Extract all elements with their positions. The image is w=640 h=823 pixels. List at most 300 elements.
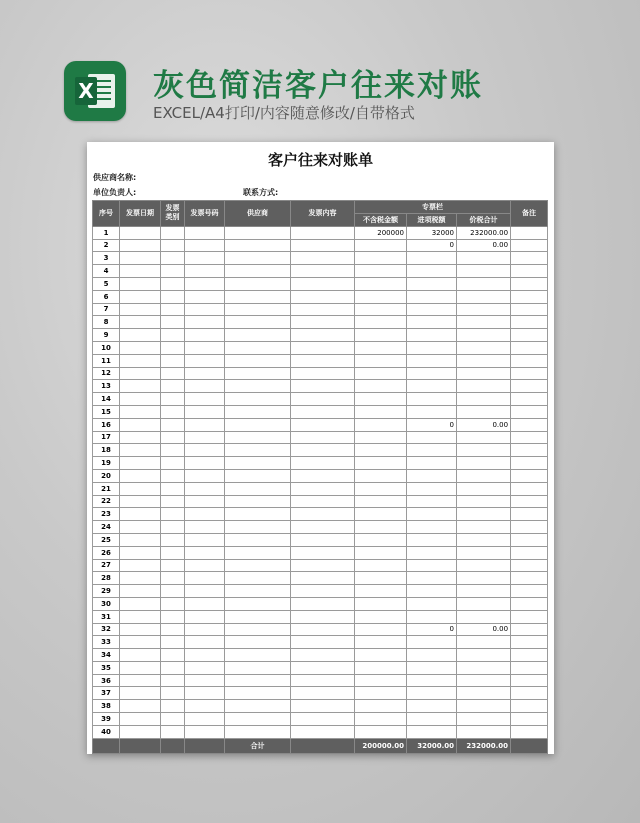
invoice-content-cell[interactable]	[291, 431, 355, 444]
invoice-content-cell[interactable]	[291, 482, 355, 495]
invoice-no-cell[interactable]	[185, 329, 225, 342]
supplier-cell[interactable]	[225, 380, 291, 393]
invoice-content-cell[interactable]	[291, 636, 355, 649]
row-seq-cell[interactable]: 10	[93, 341, 120, 354]
supplier-cell[interactable]	[225, 636, 291, 649]
invoice-no-cell[interactable]	[185, 482, 225, 495]
row-seq-cell[interactable]: 29	[93, 585, 120, 598]
invoice-date-cell[interactable]	[120, 252, 161, 265]
input-tax-cell[interactable]	[407, 725, 457, 738]
row-seq-cell[interactable]: 7	[93, 303, 120, 316]
input-tax-cell[interactable]	[407, 674, 457, 687]
invoice-type-cell[interactable]	[161, 649, 185, 662]
invoice-date-cell[interactable]	[120, 418, 161, 431]
invoice-no-cell[interactable]	[185, 649, 225, 662]
total-with-tax-cell[interactable]	[457, 546, 511, 559]
invoice-no-cell[interactable]	[185, 572, 225, 585]
input-tax-cell[interactable]	[407, 393, 457, 406]
invoice-content-cell[interactable]	[291, 457, 355, 470]
total-with-tax-cell[interactable]: 0.00	[457, 239, 511, 252]
invoice-type-cell[interactable]	[161, 610, 185, 623]
remarks-cell[interactable]	[511, 252, 548, 265]
row-seq-cell[interactable]: 40	[93, 725, 120, 738]
amount-ex-tax-cell[interactable]	[355, 713, 407, 726]
invoice-type-cell[interactable]	[161, 585, 185, 598]
invoice-content-cell[interactable]	[291, 649, 355, 662]
row-seq-cell[interactable]: 15	[93, 405, 120, 418]
invoice-no-cell[interactable]	[185, 533, 225, 546]
input-tax-cell[interactable]: 0	[407, 418, 457, 431]
total-with-tax-cell[interactable]	[457, 393, 511, 406]
invoice-date-cell[interactable]	[120, 239, 161, 252]
row-seq-cell[interactable]: 31	[93, 610, 120, 623]
remarks-cell[interactable]	[511, 521, 548, 534]
invoice-type-cell[interactable]	[161, 431, 185, 444]
supplier-cell[interactable]	[225, 521, 291, 534]
supplier-cell[interactable]	[225, 572, 291, 585]
total-with-tax-cell[interactable]	[457, 700, 511, 713]
input-tax-cell[interactable]	[407, 687, 457, 700]
input-tax-cell[interactable]: 0	[407, 623, 457, 636]
amount-ex-tax-cell[interactable]	[355, 380, 407, 393]
amount-ex-tax-cell[interactable]	[355, 354, 407, 367]
remarks-cell[interactable]	[511, 277, 548, 290]
total-with-tax-cell[interactable]	[457, 521, 511, 534]
supplier-cell[interactable]	[225, 252, 291, 265]
amount-ex-tax-cell[interactable]	[355, 559, 407, 572]
invoice-date-cell[interactable]	[120, 303, 161, 316]
input-tax-cell[interactable]	[407, 252, 457, 265]
supplier-cell[interactable]	[225, 316, 291, 329]
invoice-date-cell[interactable]	[120, 354, 161, 367]
invoice-date-cell[interactable]	[120, 661, 161, 674]
invoice-content-cell[interactable]	[291, 226, 355, 239]
input-tax-cell[interactable]	[407, 303, 457, 316]
invoice-no-cell[interactable]	[185, 725, 225, 738]
row-seq-cell[interactable]: 5	[93, 277, 120, 290]
invoice-date-cell[interactable]	[120, 380, 161, 393]
remarks-cell[interactable]	[511, 290, 548, 303]
total-with-tax-cell[interactable]	[457, 457, 511, 470]
row-seq-cell[interactable]: 30	[93, 597, 120, 610]
input-tax-cell[interactable]	[407, 597, 457, 610]
total-with-tax-cell[interactable]: 0.00	[457, 418, 511, 431]
total-with-tax-cell[interactable]	[457, 713, 511, 726]
row-seq-cell[interactable]: 25	[93, 533, 120, 546]
remarks-cell[interactable]	[511, 303, 548, 316]
invoice-no-cell[interactable]	[185, 380, 225, 393]
row-seq-cell[interactable]: 12	[93, 367, 120, 380]
invoice-no-cell[interactable]	[185, 674, 225, 687]
input-tax-cell[interactable]	[407, 290, 457, 303]
supplier-cell[interactable]	[225, 393, 291, 406]
row-seq-cell[interactable]: 34	[93, 649, 120, 662]
invoice-content-cell[interactable]	[291, 418, 355, 431]
remarks-cell[interactable]	[511, 265, 548, 278]
invoice-content-cell[interactable]	[291, 713, 355, 726]
remarks-cell[interactable]	[511, 354, 548, 367]
invoice-date-cell[interactable]	[120, 572, 161, 585]
input-tax-cell[interactable]	[407, 610, 457, 623]
supplier-cell[interactable]	[225, 700, 291, 713]
invoice-content-cell[interactable]	[291, 610, 355, 623]
row-seq-cell[interactable]: 26	[93, 546, 120, 559]
supplier-cell[interactable]	[225, 341, 291, 354]
amount-ex-tax-cell[interactable]	[355, 482, 407, 495]
remarks-cell[interactable]	[511, 495, 548, 508]
row-seq-cell[interactable]: 20	[93, 469, 120, 482]
invoice-date-cell[interactable]	[120, 341, 161, 354]
invoice-no-cell[interactable]	[185, 457, 225, 470]
row-seq-cell[interactable]: 32	[93, 623, 120, 636]
supplier-cell[interactable]	[225, 482, 291, 495]
invoice-date-cell[interactable]	[120, 469, 161, 482]
input-tax-cell[interactable]: 0	[407, 239, 457, 252]
row-seq-cell[interactable]: 9	[93, 329, 120, 342]
invoice-type-cell[interactable]	[161, 393, 185, 406]
invoice-no-cell[interactable]	[185, 585, 225, 598]
input-tax-cell[interactable]	[407, 546, 457, 559]
amount-ex-tax-cell[interactable]	[355, 572, 407, 585]
invoice-content-cell[interactable]	[291, 277, 355, 290]
invoice-content-cell[interactable]	[291, 316, 355, 329]
invoice-date-cell[interactable]	[120, 687, 161, 700]
row-seq-cell[interactable]: 18	[93, 444, 120, 457]
invoice-date-cell[interactable]	[120, 290, 161, 303]
row-seq-cell[interactable]: 38	[93, 700, 120, 713]
total-with-tax-cell[interactable]	[457, 405, 511, 418]
invoice-date-cell[interactable]	[120, 610, 161, 623]
amount-ex-tax-cell[interactable]	[355, 546, 407, 559]
amount-ex-tax-cell[interactable]	[355, 700, 407, 713]
remarks-cell[interactable]	[511, 636, 548, 649]
invoice-no-cell[interactable]	[185, 367, 225, 380]
supplier-cell[interactable]	[225, 239, 291, 252]
supplier-cell[interactable]	[225, 674, 291, 687]
supplier-cell[interactable]	[225, 713, 291, 726]
invoice-no-cell[interactable]	[185, 226, 225, 239]
row-seq-cell[interactable]: 6	[93, 290, 120, 303]
supplier-cell[interactable]	[225, 546, 291, 559]
row-seq-cell[interactable]: 33	[93, 636, 120, 649]
invoice-content-cell[interactable]	[291, 239, 355, 252]
supplier-cell[interactable]	[225, 725, 291, 738]
input-tax-cell[interactable]	[407, 444, 457, 457]
supplier-cell[interactable]	[225, 559, 291, 572]
row-seq-cell[interactable]: 2	[93, 239, 120, 252]
input-tax-cell[interactable]	[407, 533, 457, 546]
input-tax-cell[interactable]	[407, 521, 457, 534]
supplier-cell[interactable]	[225, 533, 291, 546]
invoice-no-cell[interactable]	[185, 303, 225, 316]
supplier-cell[interactable]	[225, 444, 291, 457]
invoice-content-cell[interactable]	[291, 725, 355, 738]
invoice-no-cell[interactable]	[185, 521, 225, 534]
total-with-tax-cell[interactable]	[457, 341, 511, 354]
supplier-cell[interactable]	[225, 469, 291, 482]
invoice-type-cell[interactable]	[161, 508, 185, 521]
total-with-tax-cell[interactable]	[457, 610, 511, 623]
invoice-content-cell[interactable]	[291, 508, 355, 521]
remarks-cell[interactable]	[511, 239, 548, 252]
invoice-date-cell[interactable]	[120, 585, 161, 598]
amount-ex-tax-cell[interactable]	[355, 367, 407, 380]
amount-ex-tax-cell[interactable]	[355, 585, 407, 598]
amount-ex-tax-cell[interactable]	[355, 431, 407, 444]
amount-ex-tax-cell[interactable]	[355, 418, 407, 431]
supplier-cell[interactable]	[225, 303, 291, 316]
invoice-no-cell[interactable]	[185, 341, 225, 354]
remarks-cell[interactable]	[511, 418, 548, 431]
total-with-tax-cell[interactable]	[457, 380, 511, 393]
total-with-tax-cell[interactable]	[457, 687, 511, 700]
remarks-cell[interactable]	[511, 533, 548, 546]
invoice-type-cell[interactable]	[161, 444, 185, 457]
invoice-date-cell[interactable]	[120, 431, 161, 444]
total-with-tax-cell[interactable]: 0.00	[457, 623, 511, 636]
remarks-cell[interactable]	[511, 341, 548, 354]
invoice-date-cell[interactable]	[120, 265, 161, 278]
supplier-cell[interactable]	[225, 329, 291, 342]
row-seq-cell[interactable]: 28	[93, 572, 120, 585]
supplier-cell[interactable]	[225, 405, 291, 418]
invoice-type-cell[interactable]	[161, 521, 185, 534]
remarks-cell[interactable]	[511, 508, 548, 521]
invoice-content-cell[interactable]	[291, 380, 355, 393]
amount-ex-tax-cell[interactable]	[355, 341, 407, 354]
remarks-cell[interactable]	[511, 700, 548, 713]
amount-ex-tax-cell[interactable]	[355, 674, 407, 687]
amount-ex-tax-cell[interactable]	[355, 265, 407, 278]
invoice-no-cell[interactable]	[185, 661, 225, 674]
invoice-no-cell[interactable]	[185, 700, 225, 713]
amount-ex-tax-cell[interactable]	[355, 444, 407, 457]
remarks-cell[interactable]	[511, 469, 548, 482]
total-with-tax-cell[interactable]	[457, 533, 511, 546]
invoice-content-cell[interactable]	[291, 674, 355, 687]
remarks-cell[interactable]	[511, 623, 548, 636]
invoice-no-cell[interactable]	[185, 265, 225, 278]
row-seq-cell[interactable]: 1	[93, 226, 120, 239]
row-seq-cell[interactable]: 8	[93, 316, 120, 329]
invoice-no-cell[interactable]	[185, 316, 225, 329]
row-seq-cell[interactable]: 4	[93, 265, 120, 278]
invoice-date-cell[interactable]	[120, 277, 161, 290]
invoice-type-cell[interactable]	[161, 277, 185, 290]
amount-ex-tax-cell[interactable]	[355, 661, 407, 674]
row-seq-cell[interactable]: 13	[93, 380, 120, 393]
input-tax-cell[interactable]	[407, 265, 457, 278]
amount-ex-tax-cell[interactable]	[355, 649, 407, 662]
total-with-tax-cell[interactable]	[457, 725, 511, 738]
invoice-content-cell[interactable]	[291, 623, 355, 636]
invoice-date-cell[interactable]	[120, 674, 161, 687]
amount-ex-tax-cell[interactable]	[355, 687, 407, 700]
invoice-no-cell[interactable]	[185, 546, 225, 559]
input-tax-cell[interactable]: 32000	[407, 226, 457, 239]
invoice-content-cell[interactable]	[291, 572, 355, 585]
input-tax-cell[interactable]	[407, 316, 457, 329]
amount-ex-tax-cell[interactable]	[355, 508, 407, 521]
invoice-content-cell[interactable]	[291, 290, 355, 303]
input-tax-cell[interactable]	[407, 700, 457, 713]
invoice-date-cell[interactable]	[120, 623, 161, 636]
remarks-cell[interactable]	[511, 329, 548, 342]
total-with-tax-cell[interactable]	[457, 444, 511, 457]
supplier-cell[interactable]	[225, 418, 291, 431]
invoice-no-cell[interactable]	[185, 713, 225, 726]
remarks-cell[interactable]	[511, 457, 548, 470]
input-tax-cell[interactable]	[407, 585, 457, 598]
supplier-cell[interactable]	[225, 661, 291, 674]
row-seq-cell[interactable]: 23	[93, 508, 120, 521]
supplier-cell[interactable]	[225, 367, 291, 380]
supplier-cell[interactable]	[225, 277, 291, 290]
invoice-content-cell[interactable]	[291, 354, 355, 367]
total-with-tax-cell[interactable]	[457, 303, 511, 316]
row-seq-cell[interactable]: 24	[93, 521, 120, 534]
invoice-type-cell[interactable]	[161, 380, 185, 393]
invoice-content-cell[interactable]	[291, 661, 355, 674]
amount-ex-tax-cell[interactable]	[355, 533, 407, 546]
invoice-date-cell[interactable]	[120, 367, 161, 380]
total-with-tax-cell[interactable]	[457, 367, 511, 380]
remarks-cell[interactable]	[511, 585, 548, 598]
remarks-cell[interactable]	[511, 649, 548, 662]
remarks-cell[interactable]	[511, 597, 548, 610]
supplier-cell[interactable]	[225, 226, 291, 239]
invoice-content-cell[interactable]	[291, 393, 355, 406]
input-tax-cell[interactable]	[407, 469, 457, 482]
input-tax-cell[interactable]	[407, 367, 457, 380]
total-with-tax-cell[interactable]	[457, 585, 511, 598]
amount-ex-tax-cell[interactable]	[355, 597, 407, 610]
total-with-tax-cell[interactable]	[457, 290, 511, 303]
amount-ex-tax-cell[interactable]	[355, 405, 407, 418]
remarks-cell[interactable]	[511, 316, 548, 329]
invoice-content-cell[interactable]	[291, 252, 355, 265]
invoice-no-cell[interactable]	[185, 252, 225, 265]
total-with-tax-cell[interactable]	[457, 649, 511, 662]
input-tax-cell[interactable]	[407, 482, 457, 495]
row-seq-cell[interactable]: 27	[93, 559, 120, 572]
remarks-cell[interactable]	[511, 572, 548, 585]
supplier-cell[interactable]	[225, 687, 291, 700]
remarks-cell[interactable]	[511, 367, 548, 380]
supplier-cell[interactable]	[225, 649, 291, 662]
remarks-cell[interactable]	[511, 559, 548, 572]
total-with-tax-cell[interactable]	[457, 495, 511, 508]
invoice-type-cell[interactable]	[161, 329, 185, 342]
invoice-date-cell[interactable]	[120, 700, 161, 713]
total-with-tax-cell[interactable]	[457, 482, 511, 495]
input-tax-cell[interactable]	[407, 649, 457, 662]
total-with-tax-cell[interactable]	[457, 559, 511, 572]
invoice-no-cell[interactable]	[185, 431, 225, 444]
row-seq-cell[interactable]: 3	[93, 252, 120, 265]
input-tax-cell[interactable]	[407, 341, 457, 354]
invoice-content-cell[interactable]	[291, 521, 355, 534]
supplier-cell[interactable]	[225, 265, 291, 278]
amount-ex-tax-cell[interactable]	[355, 521, 407, 534]
amount-ex-tax-cell[interactable]	[355, 329, 407, 342]
total-with-tax-cell[interactable]: 232000.00	[457, 226, 511, 239]
invoice-no-cell[interactable]	[185, 393, 225, 406]
total-with-tax-cell[interactable]	[457, 572, 511, 585]
row-seq-cell[interactable]: 14	[93, 393, 120, 406]
amount-ex-tax-cell[interactable]	[355, 303, 407, 316]
invoice-no-cell[interactable]	[185, 290, 225, 303]
input-tax-cell[interactable]	[407, 713, 457, 726]
remarks-cell[interactable]	[511, 405, 548, 418]
invoice-no-cell[interactable]	[185, 623, 225, 636]
amount-ex-tax-cell[interactable]	[355, 239, 407, 252]
remarks-cell[interactable]	[511, 687, 548, 700]
input-tax-cell[interactable]	[407, 495, 457, 508]
supplier-cell[interactable]	[225, 354, 291, 367]
total-with-tax-cell[interactable]	[457, 508, 511, 521]
invoice-type-cell[interactable]	[161, 687, 185, 700]
invoice-no-cell[interactable]	[185, 636, 225, 649]
invoice-type-cell[interactable]	[161, 725, 185, 738]
total-with-tax-cell[interactable]	[457, 469, 511, 482]
invoice-type-cell[interactable]	[161, 226, 185, 239]
invoice-date-cell[interactable]	[120, 725, 161, 738]
supplier-cell[interactable]	[225, 457, 291, 470]
invoice-type-cell[interactable]	[161, 457, 185, 470]
input-tax-cell[interactable]	[407, 431, 457, 444]
amount-ex-tax-cell[interactable]: 200000	[355, 226, 407, 239]
amount-ex-tax-cell[interactable]	[355, 495, 407, 508]
invoice-content-cell[interactable]	[291, 444, 355, 457]
total-with-tax-cell[interactable]	[457, 316, 511, 329]
invoice-date-cell[interactable]	[120, 559, 161, 572]
invoice-content-cell[interactable]	[291, 533, 355, 546]
invoice-date-cell[interactable]	[120, 713, 161, 726]
supplier-cell[interactable]	[225, 585, 291, 598]
invoice-type-cell[interactable]	[161, 533, 185, 546]
invoice-type-cell[interactable]	[161, 290, 185, 303]
input-tax-cell[interactable]	[407, 354, 457, 367]
invoice-type-cell[interactable]	[161, 713, 185, 726]
invoice-date-cell[interactable]	[120, 508, 161, 521]
supplier-cell[interactable]	[225, 508, 291, 521]
input-tax-cell[interactable]	[407, 329, 457, 342]
supplier-cell[interactable]	[225, 597, 291, 610]
total-with-tax-cell[interactable]	[457, 354, 511, 367]
invoice-no-cell[interactable]	[185, 508, 225, 521]
row-seq-cell[interactable]: 21	[93, 482, 120, 495]
invoice-date-cell[interactable]	[120, 405, 161, 418]
total-with-tax-cell[interactable]	[457, 277, 511, 290]
remarks-cell[interactable]	[511, 713, 548, 726]
input-tax-cell[interactable]	[407, 405, 457, 418]
invoice-date-cell[interactable]	[120, 636, 161, 649]
remarks-cell[interactable]	[511, 610, 548, 623]
row-seq-cell[interactable]: 16	[93, 418, 120, 431]
row-seq-cell[interactable]: 17	[93, 431, 120, 444]
remarks-cell[interactable]	[511, 393, 548, 406]
input-tax-cell[interactable]	[407, 636, 457, 649]
supplier-cell[interactable]	[225, 623, 291, 636]
invoice-type-cell[interactable]	[161, 482, 185, 495]
amount-ex-tax-cell[interactable]	[355, 252, 407, 265]
total-with-tax-cell[interactable]	[457, 431, 511, 444]
input-tax-cell[interactable]	[407, 661, 457, 674]
total-with-tax-cell[interactable]	[457, 597, 511, 610]
remarks-cell[interactable]	[511, 482, 548, 495]
invoice-no-cell[interactable]	[185, 687, 225, 700]
